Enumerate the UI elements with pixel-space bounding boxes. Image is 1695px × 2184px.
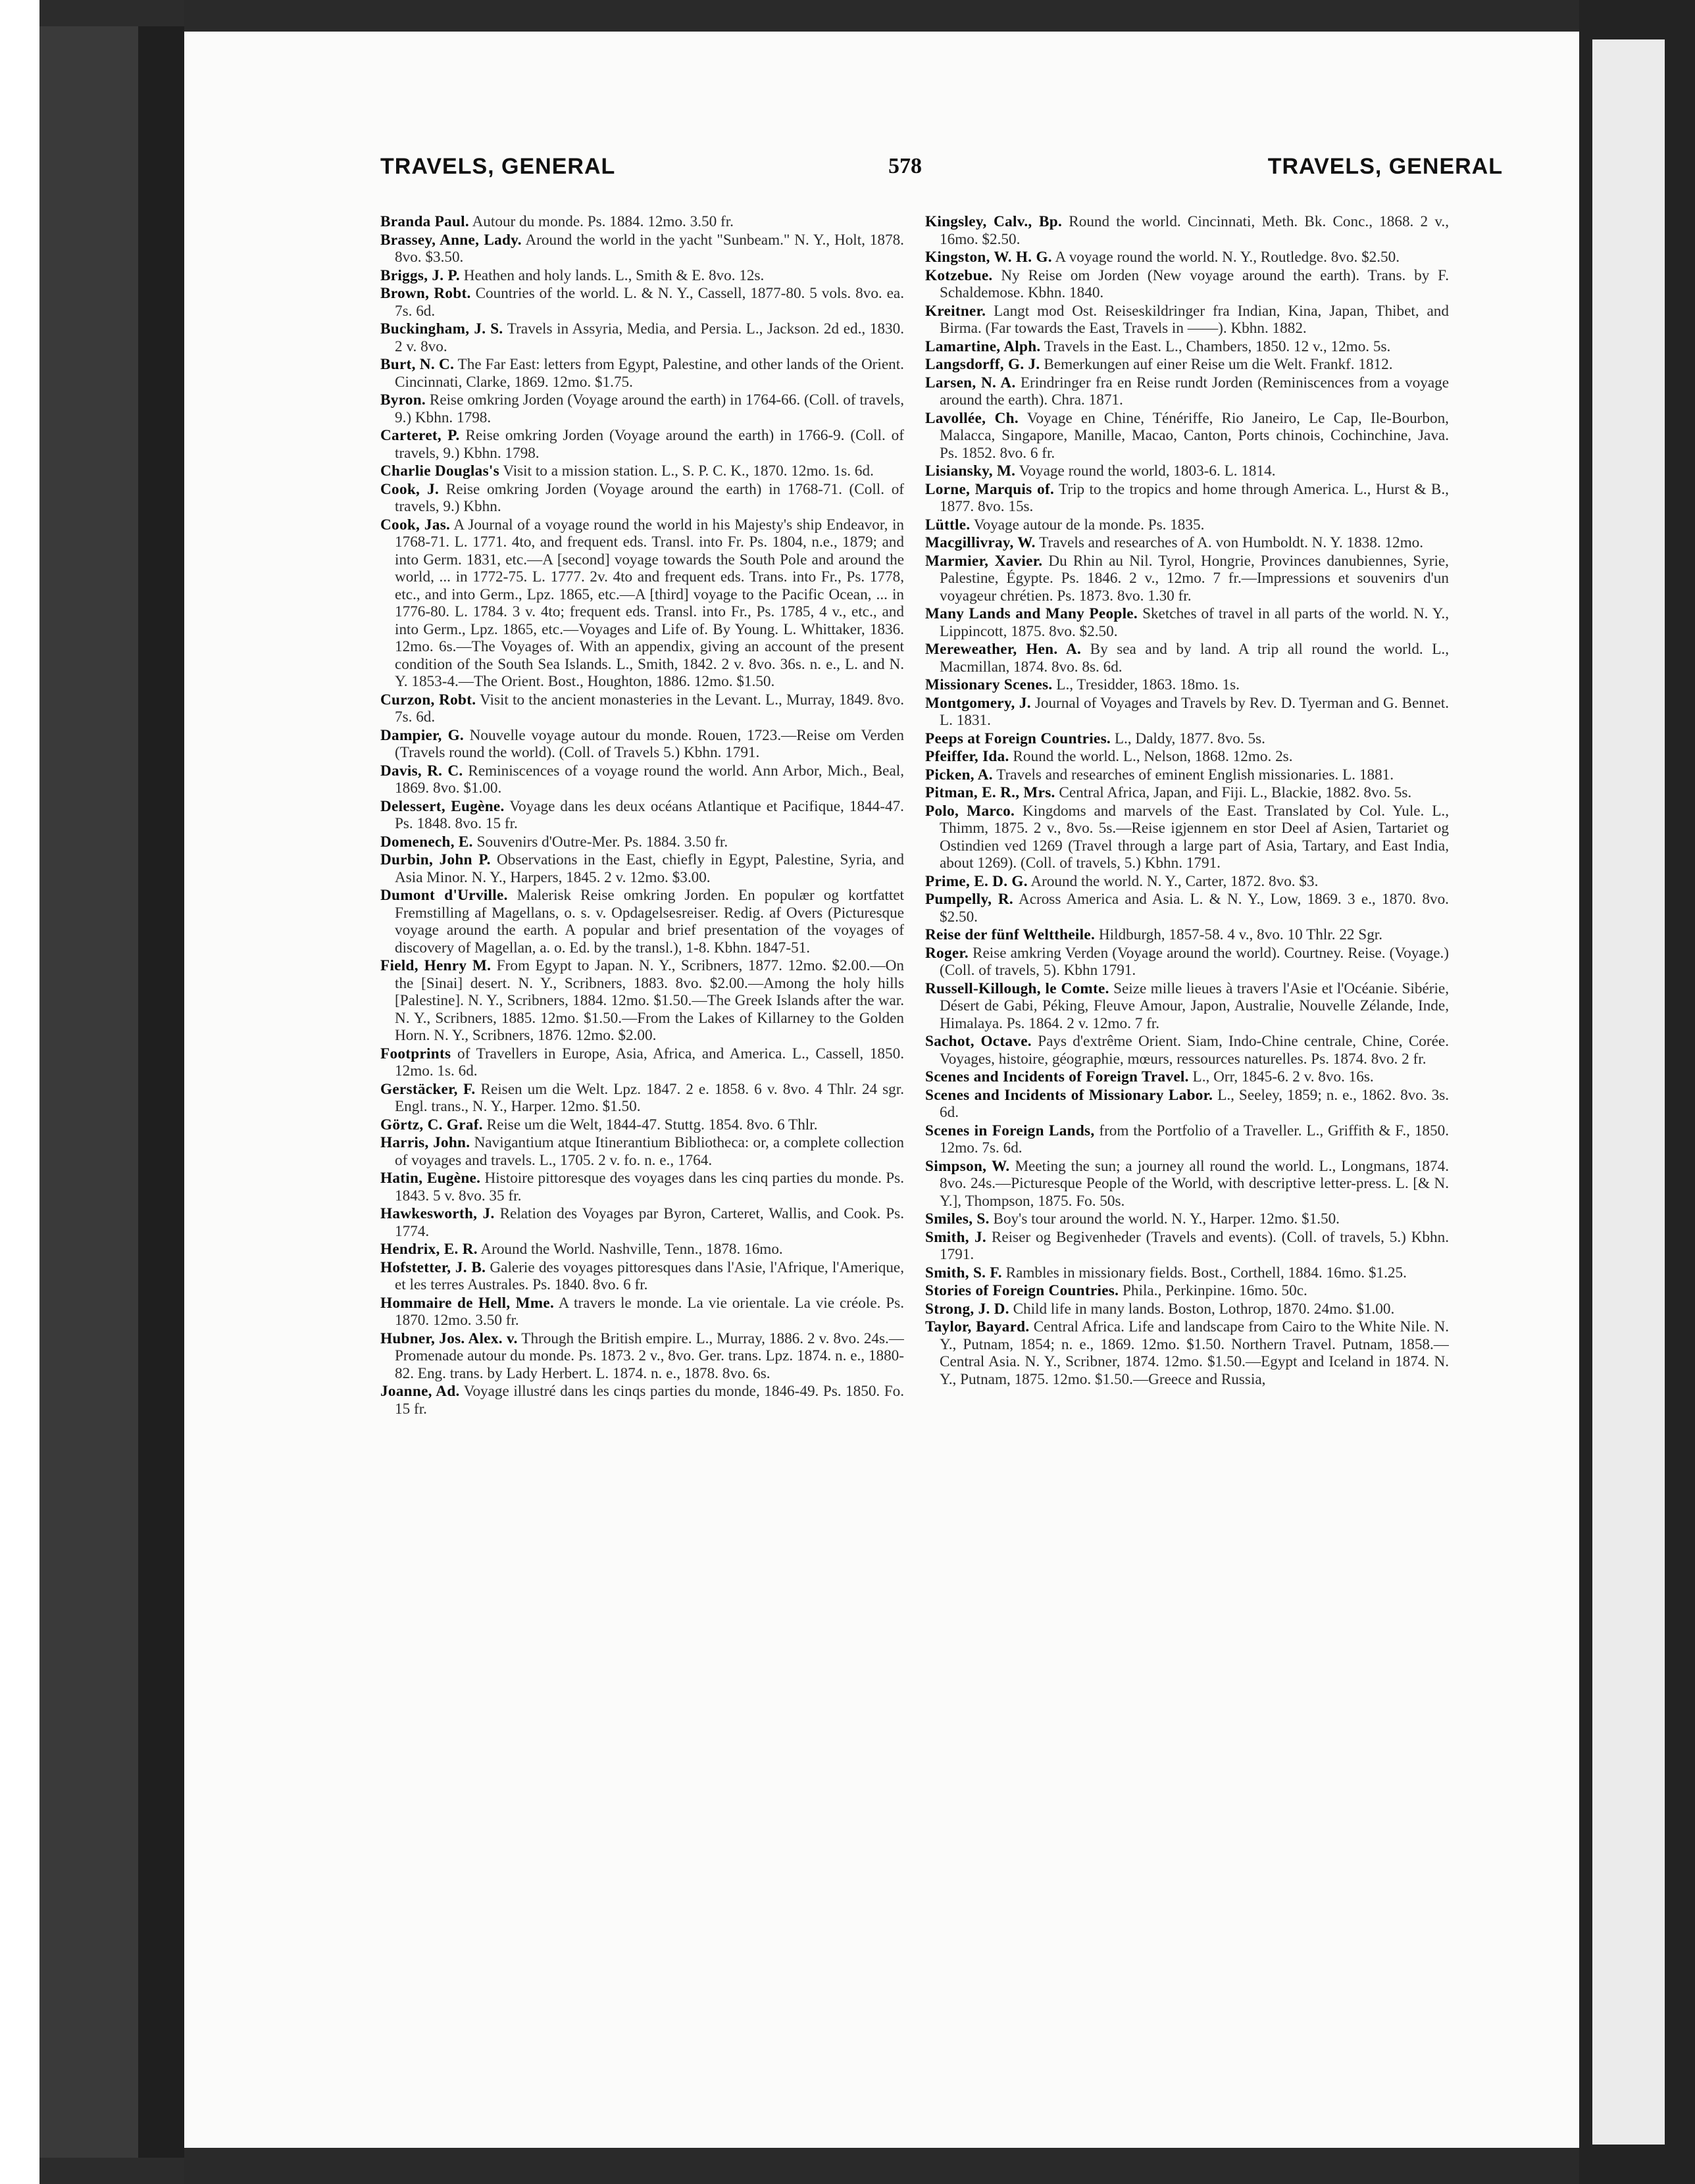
bibliography-entry bbox=[925, 356, 1449, 374]
entry-author: Lavollée, Ch. bbox=[925, 409, 1019, 427]
bibliography-entry bbox=[380, 833, 904, 851]
entry-author: Domenech, E. bbox=[380, 833, 473, 851]
entry-author: Cook, J. bbox=[380, 480, 440, 498]
entry-details: Around the World. Nashville, Tenn., 1878. 16mo. bbox=[480, 1241, 783, 1258]
entry-author: Langsdorff, G. J. bbox=[925, 356, 1040, 373]
entry-details: Souvenirs d'Outre-Mer. Ps. 1884. 3.50 fr. bbox=[476, 833, 728, 851]
bibliography-entry bbox=[380, 1259, 904, 1294]
entry-details: Child life in many lands. Boston, Lothrop, 1870. 24mo. $1.00. bbox=[1013, 1300, 1395, 1318]
entry-details: of Travellers in Europe, Asia, Africa, and America. L., Cassell, 1850. 12mo. 1s. 6d. bbox=[395, 1045, 904, 1080]
entry-author: Smith, S. F. bbox=[925, 1264, 1002, 1281]
entry-details: Through the British empire. L., Murray, 1886. 2 v. 8vo. 24s.—Promenade autour du monde. Ps. 1873. 2 v., 8vo. Ger. trans. Lpz. 1874. n. e., 1880-82. Eng. trans. by Lady Herbert. L. 1874. n. e., 1878. 8vo. 6s. bbox=[395, 1329, 904, 1382]
entry-details: Reise omkring Jorden (Voyage around the earth) in 1768-71. (Coll. of travels, 9.) Kbhn. bbox=[395, 480, 904, 515]
entry-author: Durbin, John P. bbox=[380, 851, 491, 868]
bibliography-entry bbox=[925, 410, 1449, 462]
entry-author: Smiles, S. bbox=[925, 1210, 990, 1228]
entry-details: Countries of the world. L. & N. Y., Cassell, 1877-80. 5 vols. 8vo. ea. 7s. 6d. bbox=[395, 285, 904, 320]
bibliography-entry bbox=[925, 748, 1449, 766]
entry-details: Relation des Voyages par Byron, Carteret, Wallis, and Cook. Ps. 1774. bbox=[395, 1205, 904, 1240]
entry-details: The Far East: letters from Egypt, Palestine, and other lands of the Orient. Cincinnati, Clarke, 1869. 12mo. $1.75. bbox=[395, 356, 904, 391]
bibliography-entry bbox=[925, 980, 1449, 1033]
entry-author: Hommaire de Hell, Mme. bbox=[380, 1294, 555, 1312]
entry-author: Smith, J. bbox=[925, 1228, 987, 1246]
entry-details: Phila., Perkinpine. 16mo. 50c. bbox=[1123, 1282, 1307, 1299]
entry-details: From Egypt to Japan. N. Y., Scribners, 1877. 12mo. $2.00.—On the [Sinai] desert. N. Y., Scribners, 1883. 8vo. $2.00.—Among the holy hills [Palestine]. N. Y., Scribners, 1884. 12mo. $1.50.—The Greek Islands after the war. N. Y., Scribners, 1885. 12mo. $1.50.—From the Lakes of Killarney to the Golden Horn. N. Y., Scribners, 1876. 12mo. $2.00. bbox=[395, 957, 904, 1044]
entry-author: Simpson, W. bbox=[925, 1157, 1010, 1175]
bibliography-entry bbox=[925, 873, 1449, 891]
left-column bbox=[380, 213, 904, 2141]
entry-author: Davis, R. C. bbox=[380, 762, 463, 780]
entry-author: Hofstetter, J. B. bbox=[380, 1258, 486, 1276]
entry-author: Hendrix, E. R. bbox=[380, 1241, 478, 1258]
entry-details: L., Tresidder, 1863. 18mo. 1s. bbox=[1056, 676, 1240, 693]
entry-details: Voyage autour de la monde. Ps. 1835. bbox=[973, 516, 1205, 534]
document-page bbox=[184, 32, 1579, 2148]
bibliography-entry bbox=[925, 1122, 1449, 1157]
entry-details: Travels in Assyria, Media, and Persia. L., Jackson. 2d ed., 1830. 2 v. 8vo. bbox=[395, 320, 904, 355]
bibliography-entry bbox=[925, 303, 1449, 337]
bibliography-entry bbox=[925, 1087, 1449, 1122]
bibliography-entry bbox=[925, 641, 1449, 676]
entry-details: By sea and by land. A trip all round the world. L., Macmillan, 1874. 8vo. 8s. 6d. bbox=[940, 641, 1449, 676]
entry-author: Strong, J. D. bbox=[925, 1300, 1009, 1318]
entry-details: Voyage dans les deux océans Atlantique et Pacifique, 1844-47. Ps. 1848. 8vo. 15 fr. bbox=[395, 797, 904, 832]
bibliography-entry bbox=[925, 605, 1449, 640]
entry-author: Dampier, G. bbox=[380, 726, 464, 744]
entry-author: Byron. bbox=[380, 391, 426, 409]
bibliography-entry bbox=[380, 481, 904, 516]
entry-author: Lüttle. bbox=[925, 516, 971, 534]
entry-details: Reise omkring Jorden (Voyage around the earth) in 1764-66. (Coll. of travels, 9.) Kbhn. 1798. bbox=[395, 391, 904, 426]
entry-author: Curzon, Robt. bbox=[380, 691, 476, 708]
entry-author: Russell-Killough, le Comte. bbox=[925, 980, 1109, 997]
bibliography-entry bbox=[925, 1210, 1449, 1228]
bibliography-entry bbox=[380, 391, 904, 426]
entry-details: Reise amkring Verden (Voyage around the world). Courtney. Reise. (Voyage.) (Coll. of travels, 5). Kbhn 1791. bbox=[940, 944, 1449, 979]
entry-details: Nouvelle voyage autour du monde. Rouen, 1723.—Reise om Verden (Travels round the world). (Coll. of Travels 5.) Kbhn. 1791. bbox=[395, 726, 904, 761]
entry-details: Navigantium atque Itinerantium Bibliotheca: or, a complete collection of voyages and travels. L., 1705. 2 v. fo. n. e., 1764. bbox=[395, 1134, 904, 1169]
entry-details: Voyage en Chine, Ténériffe, Rio Janeiro, Le Cap, Ile-Bourbon, Malacca, Singapore, Manille, Macao, Canton, Ports chinois, Cochinchine, Java. Ps. 1852. 8vo. 6 fr. bbox=[940, 409, 1449, 462]
entry-details: from the Portfolio of a Traveller. L., Griffith & F., 1850. 12mo. 7s. 6d. bbox=[940, 1122, 1449, 1156]
entry-details: Malerisk Reise omkring Jorden. En populær og kortfattet Fremstilling af Magellans, o. s. v. Opdagelsesreiser. Redig. af Overs (Picturesque voyage around the earth. A popular and brief presentation of the voyages of discovery of Magellan, a. o. Ed. by the transl.), 1-8. Kbhn. 1847-51. bbox=[395, 887, 904, 956]
bibliography-entry bbox=[380, 727, 904, 762]
entry-details: L., Seeley, 1859; n. e., 1862. 8vo. 3s. 6d. bbox=[940, 1086, 1449, 1121]
entry-details: L., Orr, 1845-6. 2 v. 8vo. 16s. bbox=[1192, 1068, 1374, 1085]
bibliography-entry bbox=[925, 534, 1449, 552]
bibliography-entry bbox=[925, 730, 1449, 748]
entry-author: Joanne, Ad. bbox=[380, 1383, 460, 1400]
bibliography-entry bbox=[925, 553, 1449, 605]
bibliography-entry bbox=[380, 691, 904, 726]
entry-details: Du Rhin au Nil. Tyrol, Hongrie, Provinces danubiennes, Syrie, Palestine, Égypte. Ps. 1846. 2 v., 12mo. 7 fr.—Impressions et souvenirs d'un voyageur chrétien. Ps. 1873. 8vo. 1.30 fr. bbox=[940, 552, 1449, 605]
running-head bbox=[184, 154, 1579, 193]
entry-author: Lamartine, Alph. bbox=[925, 337, 1041, 355]
entry-author: Brown, Robt. bbox=[380, 285, 471, 302]
bibliography-entry bbox=[925, 1068, 1449, 1086]
entry-details: Boy's tour around the world. N. Y., Harper. 12mo. $1.50. bbox=[993, 1210, 1340, 1228]
entry-author: Scenes and Incidents of Foreign Travel. bbox=[925, 1068, 1189, 1085]
entry-details: Voyage illustré dans les cinqs parties du monde, 1846-49. Ps. 1850. Fo. 15 fr. bbox=[395, 1383, 904, 1418]
entry-details: Reise omkring Jorden (Voyage around the earth) in 1766-9. (Coll. of travels, 9.) Kbhn. 1798. bbox=[395, 427, 904, 462]
bibliography-entry bbox=[380, 1134, 904, 1169]
entry-author: Görtz, C. Graf. bbox=[380, 1116, 483, 1133]
entry-author: Taylor, Bayard. bbox=[925, 1318, 1030, 1335]
entry-details: Around the world in the yacht "Sunbeam." N. Y., Holt, 1878. 8vo. $3.50. bbox=[395, 231, 904, 266]
entry-author: Montgomery, J. bbox=[925, 694, 1031, 712]
bibliography-entry bbox=[380, 1205, 904, 1240]
bibliography-entry bbox=[925, 803, 1449, 872]
bibliography-entry bbox=[380, 1045, 904, 1080]
bibliography-entry bbox=[925, 1158, 1449, 1210]
entry-author: Sachot, Octave. bbox=[925, 1033, 1032, 1050]
entry-author: Dumont d'Urville. bbox=[380, 887, 508, 904]
bibliography-entry bbox=[925, 267, 1449, 302]
entry-author: Kingston, W. H. G. bbox=[925, 249, 1052, 266]
entry-author: Polo, Marco. bbox=[925, 802, 1015, 820]
bibliography-entry bbox=[380, 1330, 904, 1383]
entry-author: Lisiansky, M. bbox=[925, 462, 1016, 480]
bibliography-entry bbox=[380, 232, 904, 266]
bibliography-entry bbox=[380, 267, 904, 285]
entry-author: Carteret, P. bbox=[380, 427, 460, 444]
entry-author: Field, Henry M. bbox=[380, 957, 492, 974]
entry-author: Brassey, Anne, Lady. bbox=[380, 231, 522, 249]
entry-author: Reise der fünf Welttheile. bbox=[925, 926, 1096, 943]
entry-details: A voyage round the world. N. Y., Routledge. 8vo. $2.50. bbox=[1055, 249, 1400, 266]
bibliography-entry bbox=[380, 462, 904, 480]
bibliography-entry bbox=[380, 213, 904, 231]
entry-author: Burt, N. C. bbox=[380, 356, 455, 373]
entry-details: Kingdoms and marvels of the East. Translated by Col. Yule. L., Thimm, 1875. 2 v., 8vo. 5s.—Reise igjennem en stor Deel af Asien, Tartariet og Ostindien ved 1269 (Travel through a large part of Asia, Tartary, and East India, about 1269). (Coll. of travels, 5.) Kbhn. 1791. bbox=[940, 802, 1449, 872]
bibliography-entry bbox=[380, 1170, 904, 1204]
film-left-margin bbox=[0, 0, 39, 2184]
film-binding-shadow bbox=[138, 26, 184, 2158]
entry-details: Meeting the sun; a journey all round the world. L., Longmans, 1874. 8vo. 24s.—Picturesque People of the World, with descriptive letter-press. L. [& N. Y.], Thompson, 1875. Fo. 50s. bbox=[940, 1157, 1449, 1210]
bibliography-entry bbox=[925, 374, 1449, 409]
entry-details: Langt mod Ost. Reiseskildringer fra Indian, Kina, Japan, Thibet, and Birma. (Far towards the East, Travels in ——). Kbhn. 1882. bbox=[940, 302, 1449, 337]
entry-author: Pumpelly, R. bbox=[925, 891, 1013, 908]
bibliography-entry bbox=[380, 851, 904, 886]
right-column bbox=[925, 213, 1449, 2141]
bibliography-entry bbox=[380, 1081, 904, 1116]
entry-details: Pays d'extrême Orient. Siam, Indo-Chine centrale, Chine, Corée. Voyages, histoire, géographie, mœurs, ressources naturelles. Ps. 1874. 8vo. 2 fr. bbox=[940, 1033, 1449, 1068]
entry-details: Autour du monde. Ps. 1884. 12mo. 3.50 fr. bbox=[472, 213, 734, 230]
entry-details: Reminiscences of a voyage round the world. Ann Arbor, Mich., Beal, 1869. 8vo. $1.00. bbox=[395, 762, 904, 797]
entry-details: Reisen um die Welt. Lpz. 1847. 2 e. 1858. 6 v. 8vo. 4 Thlr. 24 sgr. Engl. trans., N. Y., Harper. 12mo. $1.50. bbox=[395, 1080, 904, 1115]
entry-details: Around the world. N. Y., Carter, 1872. 8vo. $3. bbox=[1030, 872, 1319, 890]
entry-details: Reise um die Welt, 1844-47. Stuttg. 1854. 8vo. 6 Thlr. bbox=[486, 1116, 818, 1133]
bibliography-entry bbox=[925, 338, 1449, 356]
entry-details: Round the world. Cincinnati, Meth. Bk. Conc., 1868. 2 v., 16mo. $2.50. bbox=[940, 213, 1449, 248]
bibliography-entry bbox=[380, 1241, 904, 1258]
entry-details: Seize mille lieues à travers l'Asie et l'Océanie. Sibérie, Désert de Gabi, Péking, Fleuve Amour, Japon, Australie, Nouvelle Zélande, Inde, Himalaya. Ps. 1864. 2 v. 12mo. 7 fr. bbox=[940, 980, 1449, 1032]
bibliography-entry bbox=[925, 766, 1449, 784]
film-top-edge bbox=[184, 0, 1579, 32]
entry-author: Many Lands and Many People. bbox=[925, 605, 1138, 622]
entry-author: Cook, Jas. bbox=[380, 516, 451, 534]
page-number: 578 bbox=[888, 154, 922, 178]
bibliography-entry bbox=[925, 1318, 1449, 1388]
bibliography-entry bbox=[925, 1282, 1449, 1300]
entry-details: Central Africa, Japan, and Fiji. L., Blackie, 1882. 8vo. 5s. bbox=[1059, 784, 1412, 801]
entry-details: Heathen and holy lands. L., Smith & E. 8vo. 12s. bbox=[463, 266, 765, 284]
bibliography-entry bbox=[925, 481, 1449, 516]
entry-author: Briggs, J. P. bbox=[380, 266, 460, 284]
entry-details: Voyage round the world, 1803-6. L. 1814. bbox=[1019, 462, 1276, 480]
entry-author: Pfeiffer, Ida. bbox=[925, 748, 1009, 765]
bibliography-entry bbox=[380, 762, 904, 797]
entry-details: Travels and researches of eminent English missionaries. L. 1881. bbox=[996, 766, 1394, 783]
entry-details: Erindringer fra en Reise rundt Jorden (Reminiscences from a voyage around the earth). Chra. 1871. bbox=[940, 374, 1449, 409]
bibliography-entry bbox=[925, 891, 1449, 926]
bibliography-entry bbox=[380, 1383, 904, 1418]
bibliography-entry bbox=[380, 887, 904, 956]
entry-author: Macgillivray, W. bbox=[925, 534, 1036, 551]
running-head-left: TRAVELS, GENERAL bbox=[380, 154, 616, 179]
entry-author: Hubner, Jos. Alex. v. bbox=[380, 1329, 518, 1347]
entry-author: Kingsley, Calv., Bp. bbox=[925, 213, 1063, 230]
bibliography-entry bbox=[925, 516, 1449, 534]
entry-author: Branda Paul. bbox=[380, 213, 470, 230]
entry-author: Charlie Douglas's bbox=[380, 462, 499, 480]
entry-details: A travers le monde. La vie orientale. La vie créole. Ps. 1870. 12mo. 3.50 fr. bbox=[395, 1294, 904, 1329]
entry-author: Mereweather, Hen. A. bbox=[925, 641, 1082, 658]
entry-details: Sketches of travel in all parts of the world. N. Y., Lippincott, 1875. 8vo. $2.50. bbox=[940, 605, 1449, 640]
bibliography-entry bbox=[380, 356, 904, 391]
bibliography-entry bbox=[925, 945, 1449, 980]
entry-author: Stories of Foreign Countries. bbox=[925, 1282, 1119, 1299]
bibliography-entry bbox=[380, 957, 904, 1045]
bibliography-entry bbox=[380, 320, 904, 355]
bibliography-entry bbox=[925, 462, 1449, 480]
entry-author: Buckingham, J. S. bbox=[380, 320, 503, 337]
entry-author: Scenes and Incidents of Missionary Labor. bbox=[925, 1086, 1213, 1104]
entry-details: Observations in the East, chiefly in Egypt, Palestine, Syria, and Asia Minor. N. Y., Harpers, 1845. 2 v. 12mo. $3.00. bbox=[395, 851, 904, 886]
bibliography-entry bbox=[925, 1301, 1449, 1318]
bibliography-entry bbox=[925, 784, 1449, 802]
entry-details: Travels and researches of A. von Humboldt. N. Y. 1838. 12mo. bbox=[1039, 534, 1424, 551]
entry-author: Prime, E. D. G. bbox=[925, 872, 1028, 890]
entry-author: Hawkesworth, J. bbox=[380, 1205, 495, 1222]
entry-details: L., Daldy, 1877. 8vo. 5s. bbox=[1114, 730, 1265, 747]
entry-details: Visit to a mission station. L., S. P. C. K., 1870. 12mo. 1s. 6d. bbox=[503, 462, 874, 480]
entry-details: Journal of Voyages and Travels by Rev. D. Tyerman and G. Bennet. L. 1831. bbox=[940, 694, 1449, 729]
bibliography-entry bbox=[925, 676, 1449, 694]
entry-details: Across America and Asia. L. & N. Y., Low, 1869. 3 e., 1870. 8vo. $2.50. bbox=[940, 891, 1449, 926]
film-bottom-edge bbox=[184, 2148, 1579, 2184]
entry-author: Scenes in Foreign Lands, bbox=[925, 1122, 1095, 1139]
entry-details: Round the world. L., Nelson, 1868. 12mo. 2s. bbox=[1013, 748, 1293, 765]
entry-details: Histoire pittoresque des voyages dans les cinq parties du monde. Ps. 1843. 5 v. 8vo. 35 fr. bbox=[395, 1170, 904, 1204]
entry-author: Harris, John. bbox=[380, 1134, 470, 1151]
entry-details: Visit to the ancient monasteries in the Levant. L., Murray, 1849. 8vo. 7s. 6d. bbox=[395, 691, 904, 726]
entry-author: Picken, A. bbox=[925, 766, 993, 783]
bibliography-entry bbox=[925, 1229, 1449, 1264]
entry-author: Marmier, Xavier. bbox=[925, 552, 1043, 570]
entry-author: Kotzebue. bbox=[925, 266, 993, 284]
entry-details: Galerie des voyages pittoresques dans l'Asie, l'Afrique, l'Amerique, et les terres Australes. Ps. 1840. 8vo. 6 fr. bbox=[395, 1258, 904, 1293]
entry-author: Pitman, E. R., Mrs. bbox=[925, 784, 1055, 801]
bibliography-entry bbox=[380, 1116, 904, 1134]
bibliography-entry bbox=[925, 1264, 1449, 1282]
entry-author: Kreitner. bbox=[925, 302, 986, 320]
bibliography-entry bbox=[380, 1295, 904, 1329]
bibliography-entry bbox=[380, 427, 904, 462]
entry-author: Hatin, Eugène. bbox=[380, 1170, 481, 1187]
entry-details: Hildburgh, 1857-58. 4 v., 8vo. 10 Thlr. 22 Sgr. bbox=[1098, 926, 1383, 943]
entry-author: Peeps at Foreign Countries. bbox=[925, 730, 1111, 747]
entry-details: Ny Reise om Jorden (New voyage around the earth). Trans. by F. Schaldemose. Kbhn. 1840. bbox=[940, 266, 1449, 301]
bibliography-entry bbox=[925, 926, 1449, 944]
entry-author: Gerstäcker, F. bbox=[380, 1080, 476, 1098]
running-head-right: TRAVELS, GENERAL bbox=[1267, 154, 1503, 179]
entry-details: Trip to the tropics and home through America. L., Hurst & B., 1877. 8vo. 15s. bbox=[940, 480, 1449, 515]
entry-details: Reiser og Begivenheder (Travels and events). (Coll. of travels, 5.) Kbhn. 1791. bbox=[940, 1228, 1449, 1263]
entry-details: Bemerkungen auf einer Reise um die Welt. Frankf. 1812. bbox=[1044, 356, 1393, 373]
entry-details: A Journal of a voyage round the world in his Majesty's ship Endeavor, in 1768-71. L. 1771. 4to, and frequent eds. Transl. into Fr. Ps. 1804, n.e., 1879; and into Germ. 1831, etc.—A [second] voyage towards the South Pole and around the world, ... in 1772-75. L. 1777. 2v. 4to and frequent eds. Trans. into Fr., Ps. 1778, etc., and into Germ., Lpz. 1865, etc.—A [third] voyage to the Pacific Ocean, ... in 1776-80. L. 1784. 3 v. 4to; frequent eds. Transl. into Fr., Ps. 1785, 4 v., etc., and into Germ., Lpz. 1865, etc.—Voyages and Life of. By Young. L. Whittaker, 1836. 12mo. 6s.—The Voyages of. With an appendix, giving an account of the present condition of the South Sea Islands. L., Smith, 1842. 2 v. 8vo. 36s. n. e., L. and N. Y. 1853-4.—The Orient. Bost., Houghton, 1886. 12mo. $1.50. bbox=[395, 516, 904, 690]
bibliography-entry bbox=[380, 516, 904, 691]
entry-details: Central Africa. Life and landscape from Cairo to the White Nile. N. Y., Putnam, 1854; n. e., 1869. 12mo. $1.50. Northern Travel. Putnam, 1858.—Central Asia. N. Y., Scribner, 1874. 12mo. $1.50.—Egypt and Iceland in 1874. N. Y., Putnam, 1875. 12mo. $1.50.—Greece and Russia, bbox=[940, 1318, 1449, 1388]
entry-author: Roger. bbox=[925, 944, 969, 962]
entry-author: Footprints bbox=[380, 1045, 451, 1062]
bibliography-entry bbox=[925, 1033, 1449, 1068]
entry-details: Travels in the East. L., Chambers, 1850. 12 v., 12mo. 5s. bbox=[1044, 337, 1391, 355]
entry-author: Delessert, Eugène. bbox=[380, 797, 505, 815]
bibliography-entry bbox=[925, 249, 1449, 266]
entry-author: Lorne, Marquis of. bbox=[925, 480, 1055, 498]
bibliography-entry bbox=[380, 285, 904, 320]
bibliography-entry bbox=[925, 695, 1449, 730]
film-left-band bbox=[39, 26, 138, 2158]
bibliography-entry bbox=[380, 798, 904, 833]
bibliography-entry bbox=[925, 213, 1449, 248]
adjacent-page-strip bbox=[1592, 39, 1665, 2145]
entry-author: Missionary Scenes. bbox=[925, 676, 1053, 693]
entry-author: Larsen, N. A. bbox=[925, 374, 1016, 391]
entry-details: Rambles in missionary fields. Bost., Corthell, 1884. 16mo. $1.25. bbox=[1005, 1264, 1407, 1281]
